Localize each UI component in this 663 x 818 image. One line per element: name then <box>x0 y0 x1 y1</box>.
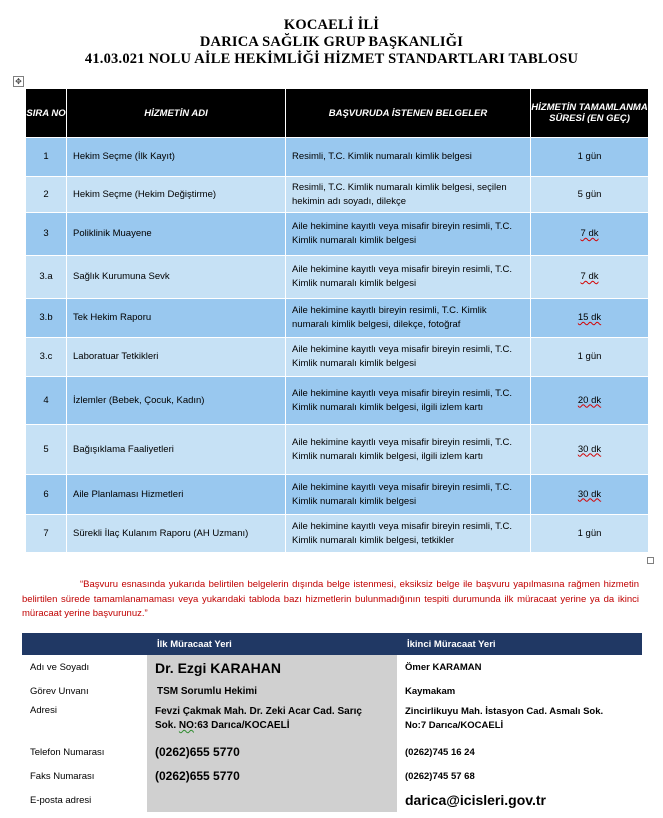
second-contact-name: Ömer KARAMAN <box>397 655 642 680</box>
table-row <box>26 338 649 377</box>
first-contact-address: Fevzi Çakmak Mah. Dr. Zeki Acar Cad. Sarıç Sok. NO:63 Darıca/KOCAELİ <box>147 702 397 740</box>
row-documents: Aile hekimine kayıtlı veya misafir bireyin resimli, T.C. Kimlik numaralı kimlik belgesi, ilgili izlem kartı <box>286 425 531 475</box>
row-time: 1 gün <box>531 138 649 177</box>
row-time: 5 gün <box>531 177 649 213</box>
second-contact-phone: (0262)745 16 24 <box>397 740 642 764</box>
contact-row-fax <box>22 764 642 788</box>
first-contact-fax: (0262)655 5770 <box>147 764 397 788</box>
row-time: 1 gün <box>531 515 649 553</box>
row-documents: Resimli, T.C. Kimlik numaralı kimlik belgesi <box>286 138 531 177</box>
header-province: KOCAELİ İLİ <box>283 17 380 33</box>
row-no: 2 <box>26 177 67 213</box>
row-service: İzlemler (Bebek, Çocuk, Kadın) <box>67 377 286 425</box>
contact-row-name <box>22 655 642 680</box>
contact-label-email: E-posta adresi <box>22 788 147 812</box>
row-no: 3.c <box>26 338 67 377</box>
row-documents: Aile hekimine kayıtlı veya misafir bireyin resimli, T.C. Kimlik numaralı kimlik belgesi <box>286 338 531 377</box>
row-service: Sürekli İlaç Kulanım Raporu (AH Uzmanı) <box>67 515 286 553</box>
row-no: 7 <box>26 515 67 553</box>
contact-label-fax: Faks Numarası <box>22 764 147 788</box>
row-time: 7 dk <box>531 213 649 256</box>
first-contact-phone: (0262)655 5770 <box>147 740 397 764</box>
row-no: 3.a <box>26 256 67 299</box>
row-documents: Aile hekimine kayıtlı veya misafir bireyin resimli, T.C. Kimlik numaralı kimlik belgesi <box>286 213 531 256</box>
row-time: 30 dk <box>531 425 649 475</box>
contact-row-email <box>22 788 642 812</box>
contact-label-name: Adı ve Soyadı <box>22 655 147 680</box>
col-header-no: SIRA NO <box>26 89 67 138</box>
contact-header-first: İlk Müracaat Yeri <box>147 633 397 655</box>
row-time: 1 gün <box>531 338 649 377</box>
contact-header-row <box>22 633 642 655</box>
table-row <box>26 425 649 475</box>
row-service: Sağlık Kurumuna Sevk <box>67 256 286 299</box>
col-header-documents: BAŞVURUDA İSTENEN BELGELER <box>286 89 531 138</box>
service-standards-table <box>25 88 649 553</box>
contact-row-title <box>22 680 642 702</box>
contact-table <box>22 633 642 812</box>
row-service: Hekim Seçme (Hekim Değiştirme) <box>67 177 286 213</box>
row-time: 7 dk <box>531 256 649 299</box>
row-documents: Aile hekimine kayıtlı veya misafir bireyin resimli, T.C. Kimlik numaralı kimlik belgesi, tetkikler <box>286 515 531 553</box>
second-contact-fax: (0262)745 57 68 <box>397 764 642 788</box>
table-row <box>26 475 649 515</box>
row-documents: Aile hekimine kayıtlı bireyin resimli, T.C. Kimlik numaralı kimlik belgesi, dilekçe, fotoğraf <box>286 299 531 338</box>
header-table-title: 41.03.021 NOLU AİLE HEKİMLİĞİ HİZMET STANDARTLARI TABLOSU <box>84 51 579 67</box>
row-no: 1 <box>26 138 67 177</box>
table-row <box>26 138 649 177</box>
col-header-time: HİZMETİN TAMAMLANMA SÜRESİ (EN GEÇ) <box>531 89 649 138</box>
row-no: 3 <box>26 213 67 256</box>
header-directorate: DARICA SAĞLIK GRUP BAŞKANLIĞI <box>199 34 464 50</box>
table-header-row <box>26 89 649 138</box>
table-resize-handle[interactable] <box>647 557 654 564</box>
table-move-handle-icon[interactable]: ✥ <box>13 76 24 87</box>
contact-row-address <box>22 702 642 740</box>
row-service: Poliklinik Muayene <box>67 213 286 256</box>
table-row <box>26 213 649 256</box>
row-documents: Resimli, T.C. Kimlik numaralı kimlik belgesi, seçilen hekimin adı soyadı, dilekçe <box>286 177 531 213</box>
row-service: Bağışıklama Faaliyetleri <box>67 425 286 475</box>
first-contact-name: Dr. Ezgi KARAHAN <box>147 655 397 680</box>
table-row <box>26 256 649 299</box>
contact-header-blank <box>22 633 147 655</box>
row-service: Laboratuar Tetkikleri <box>67 338 286 377</box>
row-no: 5 <box>26 425 67 475</box>
second-contact-title: Kaymakam <box>397 680 642 702</box>
first-contact-email <box>147 788 397 812</box>
table-row <box>26 515 649 553</box>
row-documents: Aile hekimine kayıtlı veya misafir bireyin resimli, T.C. Kimlik numaralı kimlik belgesi <box>286 475 531 515</box>
row-service: Hekim Seçme (İlk Kayıt) <box>67 138 286 177</box>
table-row <box>26 177 649 213</box>
row-time: 20 dk <box>531 377 649 425</box>
col-header-service: HİZMETİN ADI <box>67 89 286 138</box>
row-time: 15 dk <box>531 299 649 338</box>
table-row <box>26 299 649 338</box>
row-service: Aile Planlaması Hizmetleri <box>67 475 286 515</box>
second-contact-address: Zincirlikuyu Mah. İstasyon Cad. Asmalı Sok. No:7 Darıca/KOCAELİ <box>397 702 642 740</box>
second-contact-email: darica@icisleri.gov.tr <box>397 788 642 812</box>
contact-label-address: Adresi <box>22 702 147 740</box>
row-no: 6 <box>26 475 67 515</box>
contact-label-phone: Telefon Numarası <box>22 740 147 764</box>
row-no: 4 <box>26 377 67 425</box>
row-documents: Aile hekimine kayıtlı veya misafir bireyin resimli, T.C. Kimlik numaralı kimlik belgesi <box>286 256 531 299</box>
row-time: 30 dk <box>531 475 649 515</box>
table-row <box>26 377 649 425</box>
complaint-note <box>22 578 639 622</box>
row-service: Tek Hekim Raporu <box>67 299 286 338</box>
contact-row-phone <box>22 740 642 764</box>
complaint-note-text: “Başvuru esnasında yukarıda belirtilen belgelerin dışında belge istenmesi, eksiksiz belge ile başvuru yapılmasına rağmen hizmetin belirtilen sürede tamamlanamaması veya yukarıdaki tabloda bazı hizmetlerin bulunmadığının tespiti durumunda ilk müracaat yerine ya da ikinci müracaat yerine başvurunuz.” <box>22 579 639 619</box>
first-contact-title: TSM Sorumlu Hekimi <box>147 680 397 702</box>
contact-header-second: İkinci Müracaat Yeri <box>397 633 642 655</box>
contact-label-title: Görev Unvanı <box>22 680 147 702</box>
row-documents: Aile hekimine kayıtlı veya misafir bireyin resimli, T.C. Kimlik numaralı kimlik belgesi, ilgili izlem kartı <box>286 377 531 425</box>
row-no: 3.b <box>26 299 67 338</box>
